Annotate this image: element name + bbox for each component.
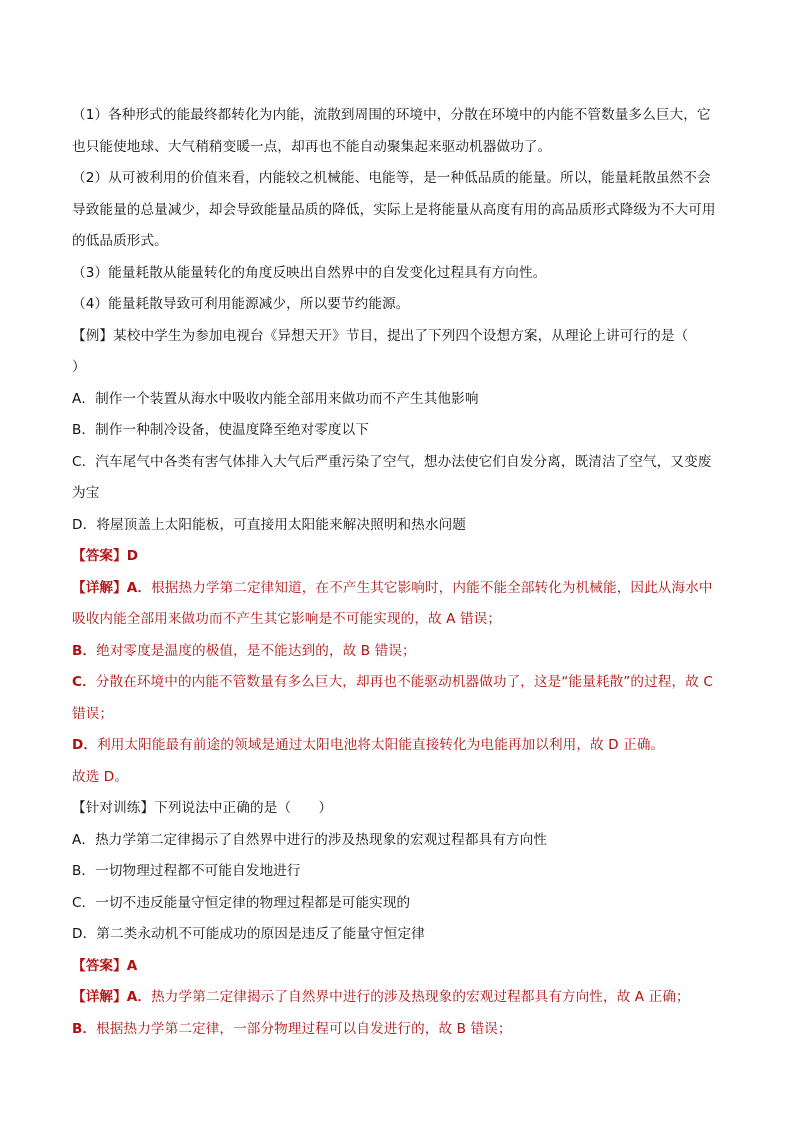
paragraph-text-segment: C．一切不违反能量守恒定律的物理过程都是可能实现的 (72, 894, 411, 911)
paragraph-p18 (72, 856, 722, 888)
document-body (72, 100, 722, 1045)
paragraph-p11 (72, 573, 722, 636)
paragraph-text-segment: C．汽车尾气中各类有害气体排入大气后严重污染了空气，想办法使它们自发分离，既清洁了空气，又变废为宝 (72, 453, 712, 501)
paragraph-text-segment: （2）从可被利用的价值来看，内能较之机械能、电能等，是一种低品质的能量。所以，能量耗散虽然不会导致能量的总量减少，却会导致能量品质的降低，实际上是将能量从高度有用的高品质形式降级为不大可用的低品质形式。 (72, 170, 716, 249)
paragraph-text-segment: （4）能量耗散导致可利用能源减少，所以要节约能源。 (72, 296, 410, 312)
paragraph-p22 (72, 982, 722, 1014)
paragraph-text-segment: 【答案】A (72, 957, 138, 974)
paragraph-text-segment: 分散在环境中的内能不管数量有多么巨大，却再也不能驱动机器做功了，这是“能量耗散”的过程，故 C 错误； (72, 674, 713, 722)
paragraph-p21 (72, 951, 722, 983)
paragraph-text-segment: D．将屋顶盖上太阳能板，可直接用太阳能来解决照明和热水问题 (72, 516, 466, 533)
paragraph-p17 (72, 825, 722, 857)
paragraph-text-segment: 【例】某校中学生为参加电视台《异想天开》节目，提出了下列四个设想方案，从理论上讲可行的是（ ） (72, 327, 716, 375)
paragraph-text-segment: 根据热力学第二定律知道，在不产生其它影响时，内能不能全部转化为机械能，因此从海水中吸收内能全部用来做功而不产生其它影响是不可能实现的，故 A 错误； (72, 579, 713, 627)
paragraph-p10 (72, 541, 722, 573)
paragraph-text-segment: 故选 D。 (72, 768, 129, 785)
paragraph-text-segment: （3）能量耗散从能量转化的角度反映出自然界中的自发变化过程具有方向性。 (72, 264, 547, 281)
paragraph-text-segment: A．制作一个装置从海水中吸收内能全部用来做功而不产生其他影响 (72, 390, 479, 407)
paragraph-p9 (72, 510, 722, 542)
paragraph-text-segment: A． (126, 989, 152, 1005)
paragraph-text-segment: 【针对训练】下列说法中正确的是（ ） (72, 800, 333, 816)
paragraph-p19 (72, 888, 722, 920)
paragraph-p13 (72, 667, 722, 730)
paragraph-text-segment: B．一切物理过程都不可能自发地进行 (72, 863, 301, 879)
paragraph-text-segment: D． (72, 737, 98, 753)
paragraph-p20 (72, 919, 722, 951)
paragraph-text-segment: B． (72, 642, 97, 659)
paragraph-text-segment: C． (72, 674, 96, 690)
paragraph-p23 (72, 1014, 722, 1046)
paragraph-text-segment: B．制作一种制冷设备，使温度降至绝对零度以下 (72, 422, 369, 438)
paragraph-text-segment: 绝对零度是温度的极值，是不能达到的，故 B 错误； (96, 642, 416, 659)
paragraph-p6 (72, 384, 722, 416)
paragraph-p7 (72, 415, 722, 447)
paragraph-text-segment: 【答案】D (72, 548, 139, 564)
paragraph-p14 (72, 730, 722, 762)
paragraph-p2 (72, 163, 722, 258)
paragraph-p8 (72, 447, 722, 510)
paragraph-text-segment: （1）各种形式的能最终都转化为内能，流散到周围的环境中，分散在环境中的内能不管数量多么巨大，它也只能使地球、大气稍稍变暖一点，却再也不能自动聚集起来驱动机器做功了。 (72, 107, 711, 155)
paragraph-text-segment: 【详解】 (72, 579, 127, 596)
paragraph-p4 (72, 289, 722, 321)
paragraph-text-segment: A．热力学第二定律揭示了自然界中进行的涉及热现象的宏观过程都具有方向性 (72, 831, 547, 848)
paragraph-p15 (72, 762, 722, 794)
paragraph-text-segment: 热力学第二定律揭示了自然界中进行的涉及热现象的宏观过程都具有方向性，故 A 正确； (151, 989, 690, 1005)
paragraph-p12 (72, 636, 722, 668)
paragraph-p1 (72, 100, 722, 163)
paragraph-text-segment: B． (72, 1020, 97, 1037)
paragraph-text-segment: 利用太阳能最有前途的领域是通过太阳电池将太阳能直接转化为电能再加以利用，故 D 正确。 (97, 737, 665, 753)
paragraph-text-segment: 【详解】 (72, 989, 127, 1005)
paragraph-p16 (72, 793, 722, 825)
paragraph-p5 (72, 321, 722, 384)
paragraph-text-segment: D．第二类永动机不可能成功的原因是违反了能量守恒定律 (72, 926, 425, 942)
paragraph-text-segment: A． (126, 579, 152, 596)
paragraph-p3 (72, 258, 722, 290)
paragraph-text-segment: 根据热力学第二定律，一部分物理过程可以自发进行的，故 B 错误； (96, 1020, 512, 1037)
